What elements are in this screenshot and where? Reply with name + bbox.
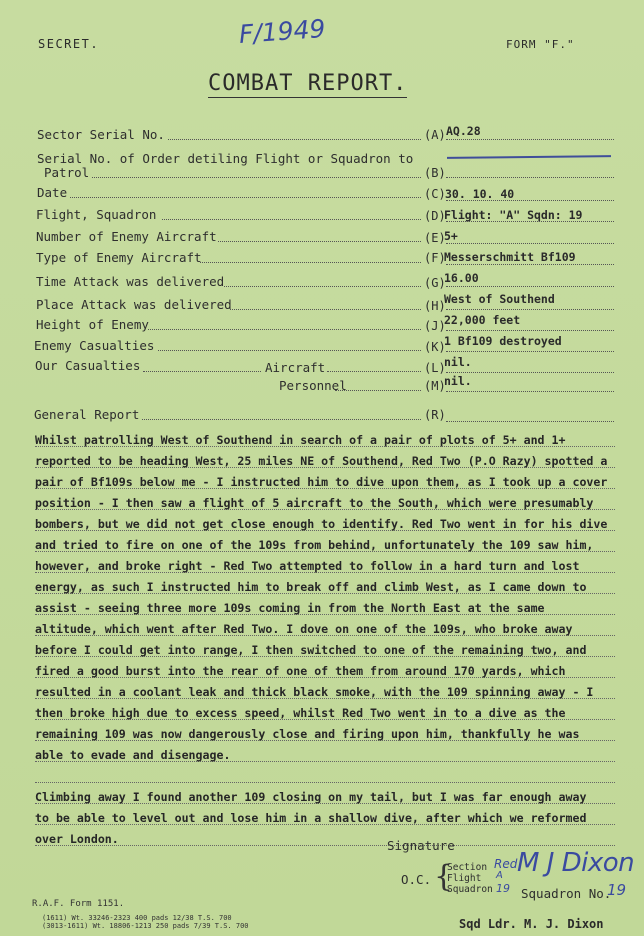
signature: M J Dixon xyxy=(517,848,635,878)
report-line: assist - seeing three more 109s coming in from the North East at the same xyxy=(35,601,545,615)
field-code: (C) xyxy=(424,187,446,201)
oc-squadron: Squadron xyxy=(447,884,493,895)
field-code: (A) xyxy=(424,128,446,142)
dotted-leader xyxy=(230,309,421,310)
field-label-sector-serial: Sector Serial No. xyxy=(37,127,165,142)
dotted-leader xyxy=(327,371,421,372)
signer-name: Sqd Ldr. M. J. Dixon xyxy=(459,917,604,931)
dotted-leader xyxy=(446,372,614,373)
field-label-enemy-casualties: Enemy Casualties xyxy=(34,338,155,353)
report-line: to be able to level out and lose him in a shallow dive, after which we reformed xyxy=(35,811,587,825)
field-value-sector-serial: AQ.28 xyxy=(446,124,481,138)
report-line: however, and broke right - Red Two attempted to follow in a hard turn and lost xyxy=(35,559,580,573)
dotted-leader xyxy=(148,329,421,330)
field-code: (H) xyxy=(424,299,446,313)
oc-options xyxy=(447,862,493,895)
report-line: altitude, which went after Red Two. I dove on one of the 109s, who broke away xyxy=(35,622,573,636)
report-line: bombers, but we did not get close enough to identify. Red Two went in for his dive xyxy=(35,517,608,531)
dotted-leader xyxy=(142,419,421,420)
dotted-leader xyxy=(446,309,614,310)
report-line: Whilst patrolling West of Southend in search of a pair of plots of 5+ and 1+ xyxy=(35,433,566,447)
field-label-serial-order-cont: Patrol xyxy=(44,165,90,180)
report-line: reported to be heading West, 25 miles NE of Southend, Red Two (P.O Razy) spotted a xyxy=(35,454,608,468)
dotted-leader xyxy=(200,262,421,263)
ruled-line xyxy=(35,782,615,783)
dotted-leader xyxy=(143,371,261,372)
field-value-date: 30. 10. 40 xyxy=(445,187,515,201)
field-code: (L) xyxy=(424,361,446,375)
field-value-height-enemy: 22,000 feet xyxy=(444,313,521,327)
field-code: (B) xyxy=(424,166,446,180)
squadron-no-label: Squadron No. xyxy=(521,886,612,901)
field-label-time-attack: Time Attack was delivered xyxy=(36,274,225,289)
field-code: (D) xyxy=(424,209,446,223)
field-code: (K) xyxy=(424,340,446,354)
field-label-general-report: General Report xyxy=(34,407,140,422)
dotted-leader xyxy=(162,219,421,220)
oc-flight: Flight xyxy=(447,873,482,884)
print-line-1: (1611) Wt. 33246-2323 400 pads 12/38 T.S. 700 xyxy=(42,914,232,922)
field-label-type-enemy: Type of Enemy Aircraft xyxy=(36,250,202,265)
dotted-leader xyxy=(446,421,614,422)
dotted-leader xyxy=(446,351,614,352)
file-reference: F/1949 xyxy=(238,13,327,49)
dotted-leader xyxy=(92,177,421,178)
report-line: and tried to fire on one of the 109s from behind, unfortunately the 109 saw him, xyxy=(35,538,594,552)
raf-form-label: R.A.F. Form 1151. xyxy=(32,899,125,909)
form-label: FORM "F." xyxy=(506,38,575,51)
field-label-flight-squadron: Flight, Squadron xyxy=(36,207,157,222)
dotted-leader xyxy=(446,391,614,392)
dotted-leader xyxy=(224,286,421,287)
field-value-flight-squadron: Flight: "A" Sqdn: 19 xyxy=(444,208,583,222)
field-value-enemy-casualties: 1 Bf109 destroyed xyxy=(444,334,562,348)
print-line-2: (3013-1611) Wt. 18806-1213 250 pads 7/39 T.S. 700 xyxy=(42,922,249,930)
field-code: (G) xyxy=(424,276,446,290)
dotted-leader xyxy=(446,286,614,287)
report-line: resulted in a coolant leak and thick black smoke, with the 109 spinning away - I xyxy=(35,685,594,699)
report-line: remaining 109 was now dangerously close and firing upon him, thankfully he was xyxy=(35,727,580,741)
field-label-height-enemy: Height of Enemy xyxy=(36,317,149,332)
field-value-our-personnel: nil. xyxy=(444,374,472,388)
report-line: before I could get into range, I then switched to one of the remaining two, and xyxy=(35,643,587,657)
field-value-place-attack: West of Southend xyxy=(444,292,555,306)
brace: { xyxy=(434,859,454,894)
dotted-leader xyxy=(446,243,614,244)
oc-label: O.C. xyxy=(401,872,432,887)
field-sublabel-aircraft: Aircraft xyxy=(265,360,326,375)
field-sublabel-personnel: Personnel xyxy=(279,378,347,393)
field-label-place-attack: Place Attack was delivered xyxy=(36,297,232,312)
report-line: pair of Bf109s below me - I instructed him to dive upon them, as I took up a cover xyxy=(35,475,608,489)
handwritten-flight: Red xyxy=(494,857,518,871)
pen-stroke xyxy=(447,155,611,159)
dotted-leader xyxy=(168,139,421,140)
field-label-our-casualties: Our Casualties xyxy=(35,358,141,373)
dotted-leader xyxy=(158,350,421,351)
field-code: (F) xyxy=(424,251,446,265)
dotted-leader xyxy=(446,221,614,222)
page-title: COMBAT REPORT. xyxy=(208,71,408,96)
field-label-date: Date xyxy=(37,185,68,200)
field-value-type-enemy: Messerschmitt Bf109 xyxy=(444,250,576,264)
dotted-leader xyxy=(335,390,421,391)
field-code: (M) xyxy=(424,379,446,393)
dotted-leader xyxy=(446,200,614,201)
oc-section: Section xyxy=(447,862,488,873)
handwritten-section: A xyxy=(496,870,503,881)
field-value-number-enemy: 5+ xyxy=(444,229,458,243)
field-code: (E) xyxy=(424,231,446,245)
field-value-time-attack: 16.00 xyxy=(444,271,479,285)
report-line: able to evade and disengage. xyxy=(35,748,231,762)
dotted-leader xyxy=(446,330,614,331)
secret-label: SECRET. xyxy=(38,37,100,51)
field-code: (J) xyxy=(424,319,446,333)
report-line: Climbing away I found another 109 closing on my tail, but I was far enough away xyxy=(35,790,587,804)
dotted-leader xyxy=(70,197,421,198)
field-code: (R) xyxy=(424,408,446,422)
signature-label: Signature xyxy=(387,838,455,853)
squadron-no-value: 19 xyxy=(607,881,627,899)
dotted-leader xyxy=(446,139,614,140)
handwritten-squadron: 19 xyxy=(496,882,510,895)
report-line: then broke high due to excess speed, whilst Red Two went in to a dive as the xyxy=(35,706,566,720)
field-label-number-enemy: Number of Enemy Aircraft xyxy=(36,229,217,244)
dotted-leader xyxy=(446,177,614,178)
report-line: position - I then saw a flight of 5 aircraft to the South, which were presumably xyxy=(35,496,594,510)
report-line: fired a good burst into the rear of one of them from around 170 yards, which xyxy=(35,664,566,678)
report-line: over London. xyxy=(35,832,119,846)
field-label-serial-order: Serial No. of Order detiling Flight or Squadron to xyxy=(37,151,414,166)
dotted-leader xyxy=(446,264,614,265)
report-line: energy, as such I instructed him to break off and climb West, as I came down to xyxy=(35,580,587,594)
dotted-leader xyxy=(218,241,421,242)
field-value-our-aircraft: nil. xyxy=(444,355,472,369)
